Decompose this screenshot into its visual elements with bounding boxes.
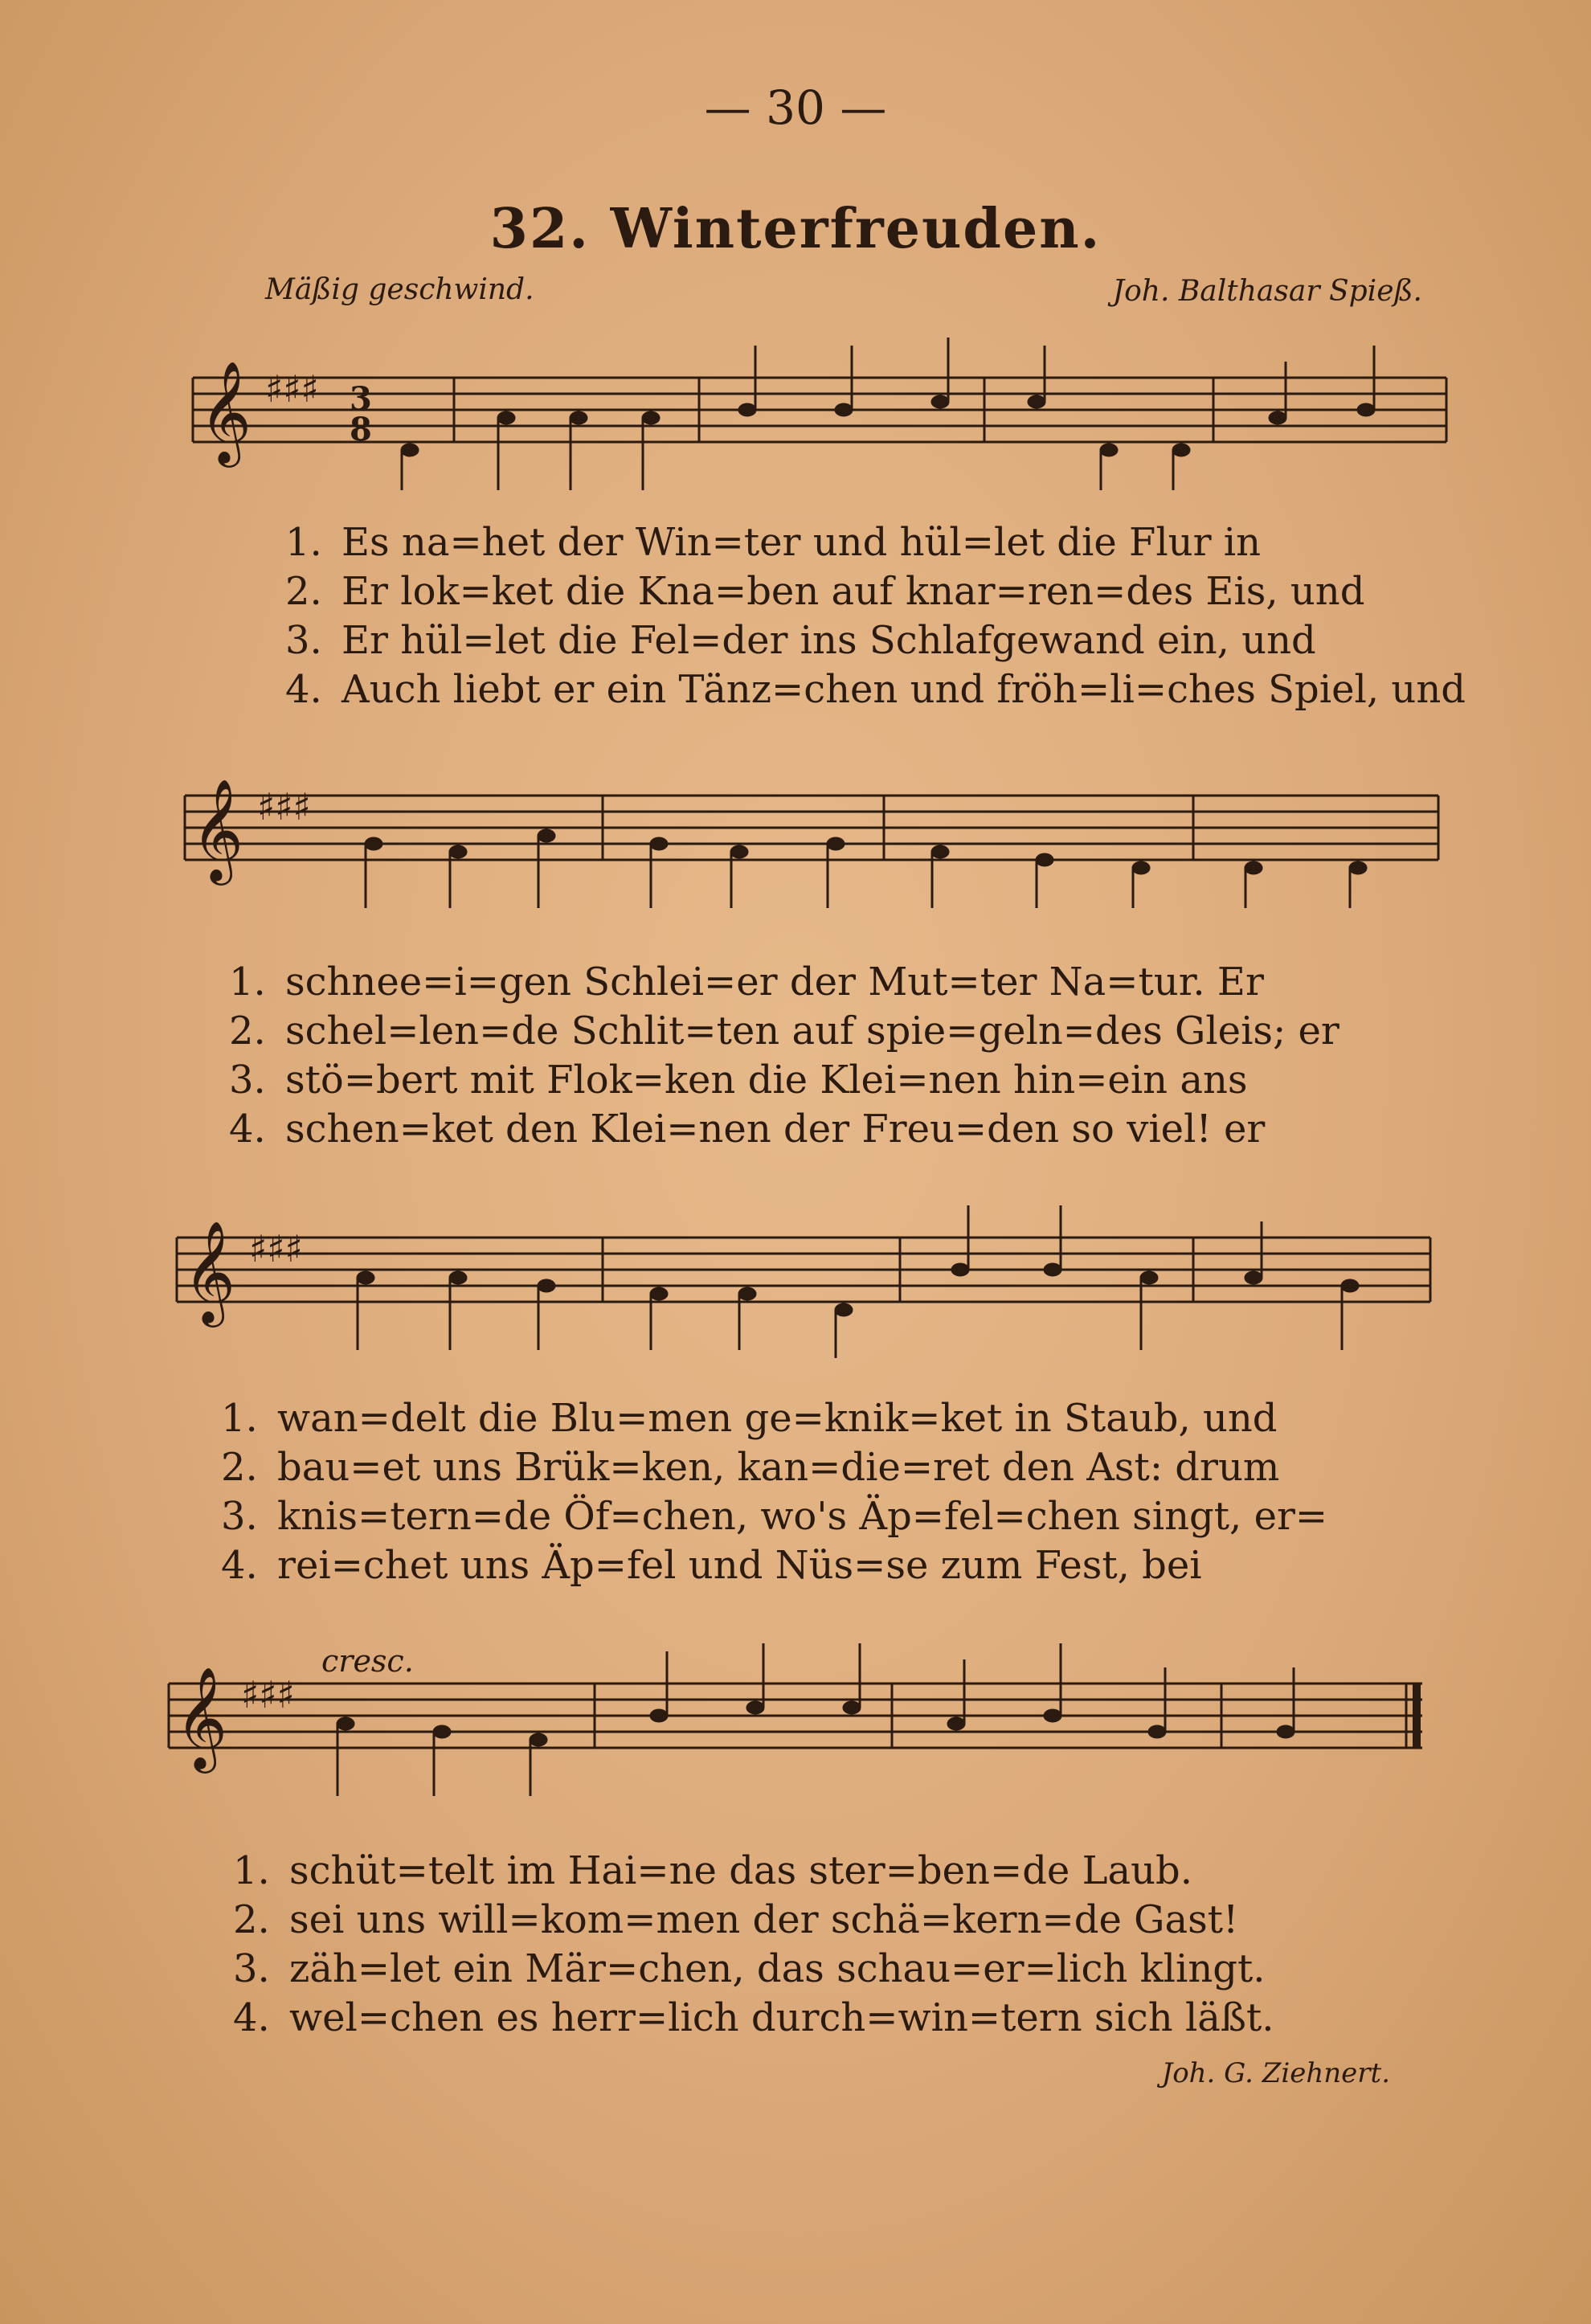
svg-text:𝄞: 𝄞 (175, 1666, 228, 1769)
svg-text:♯♯♯: ♯♯♯ (257, 785, 311, 829)
lyric-line: 1. schnee=i=gen Schlei=er der Mut=ter Na=tur. Er (229, 959, 1264, 1004)
lyric-line: 3. knis=tern=de Öf=chen, wo's Äp=fel=chen singt, er= (221, 1494, 1328, 1539)
music-staff-3 (169, 1189, 1438, 1374)
lyric-line: 2. schel=len=de Schlit=ten auf spie=geln=des Gleis; er (229, 1009, 1339, 1054)
lyrics-block-1 (285, 518, 1466, 714)
lyric-line: 4. schen=ket den Klei=nen der Freu=den so viel! er (229, 1107, 1266, 1152)
music-staff-2 (177, 747, 1446, 932)
lyrics-block-2 (229, 958, 1339, 1154)
lyric-line: 4. rei=chet uns Äp=fel und Nüs=se zum Fest, bei (221, 1543, 1202, 1588)
svg-text:♯♯♯: ♯♯♯ (241, 1673, 295, 1716)
svg-text:𝄞: 𝄞 (199, 360, 252, 463)
dynamic-crescendo: cresc. (321, 1643, 414, 1679)
lyric-line: 1. wan=delt die Blu=men ge=knik=ket in Staub, und (221, 1396, 1278, 1441)
svg-text:𝄞: 𝄞 (183, 1220, 236, 1323)
svg-text:𝄞: 𝄞 (191, 778, 244, 881)
song-number: 32. (489, 197, 590, 261)
lyrics-block-3 (221, 1394, 1327, 1590)
lyric-line: 1. schüt=telt im Hai=ne das ster=ben=de Laub. (233, 1848, 1192, 1893)
lyricist: Joh. G. Ziehnert. (1161, 2057, 1390, 2089)
lyric-line: 3. zäh=let ein Mär=chen, das schau=er=lich klingt. (233, 1946, 1266, 1991)
lyric-line: 2. sei uns will=kom=men der schä=kern=de Gast! (233, 1897, 1239, 1942)
song-title (0, 197, 1591, 261)
time-signature-top: 3 (350, 380, 372, 418)
lyric-line: 4. wel=chen es herr=lich durch=win=tern sich läßt. (233, 1995, 1274, 2040)
composer: Joh. Balthasar Spieß. (1112, 275, 1422, 308)
lyrics-block-4 (233, 1847, 1274, 2043)
lyric-line: 2. Er lok=ket die Kna=ben auf knar=ren=des Eis, und (285, 569, 1365, 614)
music-staff-4 (161, 1635, 1430, 1820)
lyric-line: 2. bau=et uns Brük=ken, kan=die=ret den Ast: drum (221, 1445, 1280, 1490)
svg-text:♯♯♯: ♯♯♯ (249, 1227, 303, 1270)
time-signature-bottom: 8 (350, 411, 372, 448)
lyric-line: 3. stö=bert mit Flok=ken die Klei=nen hin=ein ans (229, 1058, 1248, 1103)
svg-text:♯♯♯: ♯♯♯ (265, 367, 319, 411)
song-title-text: Winterfreuden. (610, 197, 1102, 261)
lyric-line: 4. Auch liebt er ein Tänz=chen und fröh=li=ches Spiel, und (285, 667, 1466, 712)
page-number: — 30 — (704, 80, 887, 135)
lyric-line: 1. Es na=het der Win=ter und hül=let die Flur in (285, 520, 1262, 565)
music-staff-1 (185, 329, 1454, 514)
tempo-marking: Mäßig geschwind. (265, 273, 534, 306)
lyric-line: 3. Er hül=let die Fel=der ins Schlafgewand ein, und (285, 618, 1316, 663)
